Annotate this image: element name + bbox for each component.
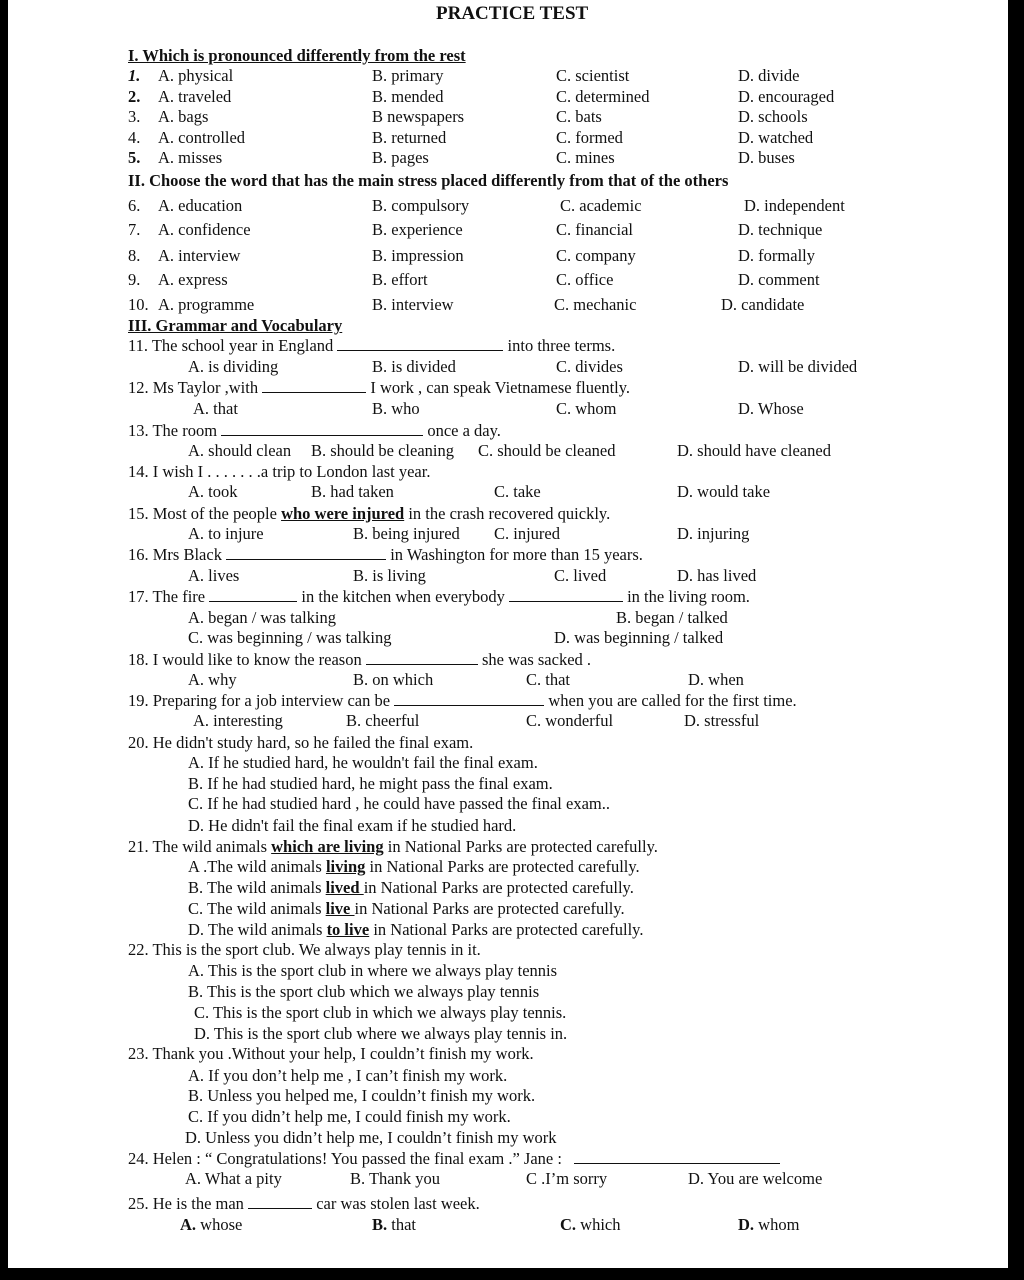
q12-text: 12. Ms Taylor ,with [128, 378, 259, 397]
q21-option-d [188, 920, 643, 940]
q21-option-a-underlined: living [325, 857, 366, 876]
q19-option-b: B. cheerful [346, 711, 420, 730]
q11-blank [337, 336, 503, 351]
q8-number: 8. [128, 246, 141, 265]
q25-option-c-text: which [576, 1215, 621, 1234]
q23-option-b: B. Unless you helped me, I couldn’t finish my work. [188, 1086, 536, 1105]
q17-blank-2 [509, 587, 623, 602]
q25-stem [128, 1194, 480, 1214]
q21-option-c-rest: in National Parks are protected carefully. [354, 899, 625, 918]
q17-option-d: D. was beginning / talked [554, 628, 724, 647]
q25-option-b-letter: B. [372, 1215, 388, 1234]
q25-option-d-text: whom [754, 1215, 800, 1234]
q24-text: 24. Helen : “ Congratulations! You passed the final exam .” Jane : [128, 1149, 562, 1168]
q13-option-a: A. should clean [188, 441, 292, 460]
q14-option-a: A. took [188, 482, 238, 501]
q13-blank [221, 421, 423, 436]
q12-option-d: D. Whose [738, 399, 804, 418]
q15-text: 15. Most of the people [128, 504, 277, 523]
q21-option-c-underlined: live [325, 899, 355, 918]
q21-option-c-text: C. The wild animals [188, 899, 322, 918]
q18-option-b: B. on which [353, 670, 434, 689]
q23-option-d: D. Unless you didn’t help me, I couldn’t finish my work [185, 1128, 557, 1147]
q19-stem [128, 691, 797, 711]
q21-option-a-text: A .The wild animals [188, 857, 322, 876]
q13-text-end: once a day. [427, 421, 501, 440]
q1-option-c: C. scientist [556, 66, 630, 85]
q25-option-a [180, 1215, 242, 1235]
q10-option-b: B. interview [372, 295, 454, 314]
q17-option-b: B. began / talked [616, 608, 728, 627]
q24-option-b: B. Thank you [350, 1169, 440, 1188]
q9-number: 9. [128, 270, 141, 289]
q15-option-d: D. injuring [677, 524, 750, 543]
q20-option-d: D. He didn't fail the final exam if he studied hard. [188, 816, 517, 835]
q3-option-a: A. bags [158, 107, 209, 126]
q3-number: 3. [128, 107, 141, 126]
q25-option-c-letter: C. [560, 1215, 577, 1234]
q13-option-c: C. should be cleaned [478, 441, 616, 460]
q16-blank [226, 545, 386, 560]
q21-option-d-text: D. The wild animals [188, 920, 323, 939]
q9-option-a: A. express [158, 270, 228, 289]
q16-text: 16. Mrs Black [128, 545, 222, 564]
q17-text-mid: in the kitchen when everybody [301, 587, 505, 606]
q15-option-a: A. to injure [188, 524, 264, 543]
q25-option-c [560, 1215, 621, 1235]
q7-option-c: C. financial [556, 220, 633, 239]
q24-blank [574, 1149, 780, 1164]
q17-option-a: A. began / was talking [188, 608, 337, 627]
q15-stem [128, 504, 610, 524]
q5-option-b: B. pages [372, 148, 429, 167]
q6-number: 6. [128, 196, 141, 215]
q3-option-b: B newspapers [372, 107, 465, 126]
q2-option-a: A. traveled [158, 87, 232, 106]
q9-option-c: C. office [556, 270, 614, 289]
q7-option-b: B. experience [372, 220, 463, 239]
q6-option-d: D. independent [744, 196, 845, 215]
q6-option-b: B. compulsory [372, 196, 470, 215]
q6-option-a: A. education [158, 196, 243, 215]
q11-text: 11. The school year in England [128, 336, 334, 355]
q11-option-b: B. is divided [372, 357, 456, 376]
q4-option-a: A. controlled [158, 128, 246, 147]
q24-option-c: C .I’m sorry [526, 1169, 608, 1188]
q21-stem [128, 837, 658, 857]
q25-option-a-text: whose [196, 1215, 243, 1234]
q3-option-d: D. schools [738, 107, 808, 126]
q19-text: 19. Preparing for a job interview can be [128, 691, 391, 710]
q20-option-a: A. If he studied hard, he wouldn't fail the final exam. [188, 753, 538, 772]
q12-blank [262, 378, 366, 393]
q23-option-c: C. If you didn’t help me, I could finish my work. [188, 1107, 511, 1126]
q24-option-a: A. What a pity [185, 1169, 282, 1188]
q17-text: 17. The fire [128, 587, 206, 606]
q18-option-a: A. why [188, 670, 237, 689]
q1-option-a: A. physical [158, 66, 234, 85]
q19-option-c: C. wonderful [526, 711, 614, 730]
q25-text: 25. He is the man [128, 1194, 244, 1213]
q1-option-b: B. primary [372, 66, 444, 85]
q25-option-d-letter: D. [738, 1215, 755, 1234]
q21-option-b-rest: in National Parks are protected carefully. [363, 878, 634, 897]
q11-option-d: D. will be divided [738, 357, 858, 376]
q2-option-d: D. encouraged [738, 87, 835, 106]
section-3-heading: III. Grammar and Vocabulary [128, 316, 343, 335]
q23-option-a: A. If you don’t help me , I can’t finish my work. [188, 1066, 508, 1085]
q8-option-b: B. impression [372, 246, 464, 265]
q24-option-d: D. You are welcome [688, 1169, 823, 1188]
q16-option-b: B. is living [353, 566, 426, 585]
q12-option-a: A. that [193, 399, 238, 418]
q25-option-d [738, 1215, 799, 1235]
q25-text-end: car was stolen last week. [316, 1194, 480, 1213]
q18-stem [128, 650, 591, 670]
q21-text: 21. The wild animals [128, 837, 268, 856]
q18-text: 18. I would like to know the reason [128, 650, 362, 669]
q23-stem: 23. Thank you .Without your help, I couldn’t finish my work. [128, 1044, 534, 1063]
q10-option-c: C. mechanic [554, 295, 637, 314]
q21-option-a-rest: in National Parks are protected carefully. [365, 857, 640, 876]
q21-text-end: in National Parks are protected carefully. [387, 837, 658, 856]
q4-option-c: C. formed [556, 128, 623, 147]
q13-option-b: B. should be cleaning [311, 441, 454, 460]
q19-option-d: D. stressful [684, 711, 760, 730]
q9-option-b: B. effort [372, 270, 428, 289]
q7-option-a: A. confidence [158, 220, 251, 239]
q17-option-c: C. was beginning / was talking [188, 628, 392, 647]
q15-text-end: in the crash recovered quickly. [408, 504, 611, 523]
q20-option-b: B. If he had studied hard, he might pass the final exam. [188, 774, 553, 793]
q21-option-c [188, 899, 625, 919]
q14-stem: 14. I wish I . . . . . . .a trip to London last year. [128, 462, 431, 481]
q14-option-b: B. had taken [311, 482, 394, 501]
q13-text: 13. The room [128, 421, 218, 440]
q17-stem [128, 587, 750, 607]
section-1-heading: I. Which is pronounced differently from the rest [128, 46, 466, 65]
q19-option-a: A. interesting [193, 711, 283, 730]
q22-option-c: C. This is the sport club in which we always play tennis. [194, 1003, 567, 1022]
q5-number: 5. [128, 148, 141, 167]
q12-option-b: B. who [372, 399, 420, 418]
q11-option-a: A. is dividing [188, 357, 279, 376]
q21-option-b-underlined: lived [325, 878, 364, 897]
q25-option-a-letter: A. [180, 1215, 197, 1234]
q5-option-d: D. buses [738, 148, 795, 167]
q16-option-a: A. lives [188, 566, 240, 585]
section-2-heading: II. Choose the word that has the main stress placed differently from that of the others [128, 171, 729, 190]
q13-stem [128, 421, 501, 441]
q5-option-a: A. misses [158, 148, 223, 167]
q22-option-a: A. This is the sport club in where we always play tennis [188, 961, 558, 980]
q17-text-end: in the living room. [627, 587, 750, 606]
q12-stem [128, 378, 630, 398]
q9-option-d: D. comment [738, 270, 820, 289]
q4-option-b: B. returned [372, 128, 447, 147]
q7-number: 7. [128, 220, 141, 239]
worksheet-page [8, 0, 1008, 1268]
q15-option-c: C. injured [494, 524, 560, 543]
q21-option-a [188, 857, 640, 877]
q18-text-end: she was sacked . [481, 650, 592, 669]
q16-text-end: in Washington for more than 15 years. [390, 545, 643, 564]
q25-option-b [372, 1215, 416, 1235]
q21-option-d-rest: in National Parks are protected carefully. [369, 920, 644, 939]
q6-option-c: C. academic [560, 196, 642, 215]
q5-option-c: C. mines [556, 148, 615, 167]
q25-option-b-text: that [387, 1215, 417, 1234]
q18-option-c: C. that [526, 670, 570, 689]
q10-number: 10. [128, 295, 149, 314]
q11-stem [128, 336, 615, 356]
q10-option-a: A. programme [158, 295, 255, 314]
q22-stem: 22. This is the sport club. We always play tennis in it. [128, 940, 481, 959]
page-title: PRACTICE TEST [436, 3, 589, 24]
q20-stem: 20. He didn't study hard, so he failed the final exam. [128, 733, 474, 752]
q18-option-d: D. when [688, 670, 744, 689]
q13-option-d: D. should have cleaned [677, 441, 831, 460]
q22-option-b: B. This is the sport club which we always play tennis [188, 982, 540, 1001]
q2-option-c: C. determined [556, 87, 650, 106]
q3-option-c: C. bats [556, 107, 602, 126]
q15-option-b: B. being injured [353, 524, 460, 543]
q21-option-b-text: B. The wild animals [188, 878, 322, 897]
q8-option-c: C. company [556, 246, 636, 265]
q10-option-d: D. candidate [721, 295, 805, 314]
q25-blank [248, 1194, 312, 1209]
q1-number: 1. [128, 66, 141, 85]
q2-number: 2. [128, 87, 141, 106]
q12-text-end: I work , can speak Vietnamese fluently. [370, 378, 631, 397]
q21-underlined-phrase: which are living [271, 837, 384, 856]
q15-underlined-phrase: who were injured [281, 504, 405, 523]
q24-stem [128, 1149, 780, 1169]
q21-option-b [188, 878, 634, 898]
q18-blank [366, 650, 478, 665]
q14-option-c: C. take [494, 482, 541, 501]
q20-option-c: C. If he had studied hard , he could have passed the final exam.. [188, 794, 610, 813]
q16-option-c: C. lived [554, 566, 607, 585]
q14-option-d: D. would take [677, 482, 771, 501]
q7-option-d: D. technique [738, 220, 823, 239]
q8-option-d: D. formally [738, 246, 815, 265]
q17-blank-1 [209, 587, 297, 602]
q2-option-b: B. mended [372, 87, 444, 106]
q19-blank [394, 691, 544, 706]
q12-option-c: C. whom [556, 399, 617, 418]
q19-text-end: when you are called for the first time. [548, 691, 797, 710]
q4-option-d: D. watched [738, 128, 814, 147]
q21-option-d-underlined: to live [326, 920, 370, 939]
q16-stem [128, 545, 643, 565]
q11-text-end: into three terms. [507, 336, 616, 355]
q11-option-c: C. divides [556, 357, 623, 376]
q16-option-d: D. has lived [677, 566, 757, 585]
q8-option-a: A. interview [158, 246, 241, 265]
q4-number: 4. [128, 128, 141, 147]
q22-option-d: D. This is the sport club where we always play tennis in. [194, 1024, 568, 1043]
q1-option-d: D. divide [738, 66, 800, 85]
